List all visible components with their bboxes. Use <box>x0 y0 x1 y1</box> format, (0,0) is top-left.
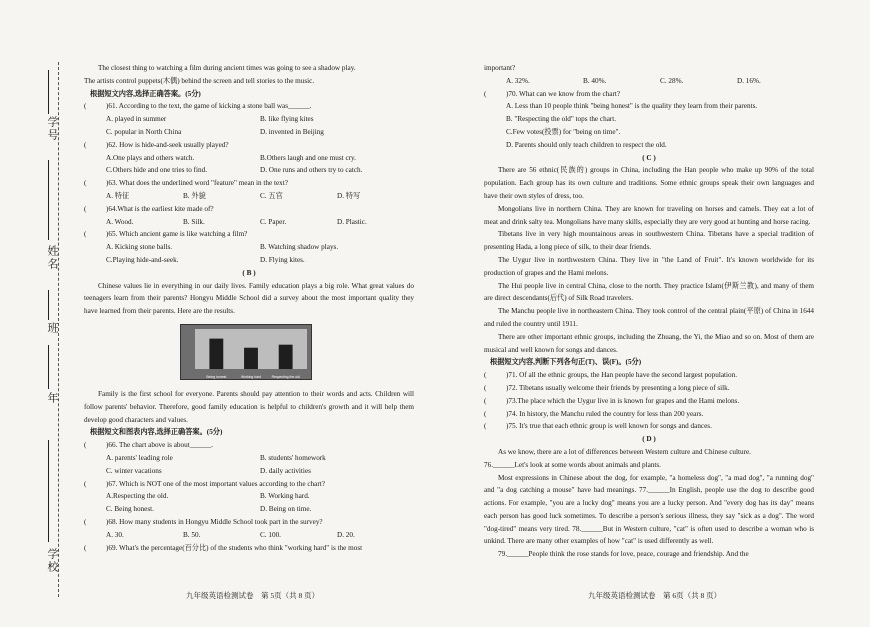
passage-b: Chinese values lie in everything in our daily lives. Family education plays a big role. What great values do teenagers learn from their parents? Hongyu Middle School did a survey about the most important quality they have learned from their parents. Here are the results. <box>84 281 414 316</box>
intro-line-1: The closest thing to watching a film during ancient times was going to see a shadow play. <box>98 64 356 72</box>
part-a-question <box>84 139 414 152</box>
option: C.Others hide and one tries to find. <box>106 166 208 175</box>
passage-c-paragraph: The Uygur live in northwestern China. They live in "the Land of Fruit". It's known worldwide for its production of grapes and the Hami melons. <box>484 255 814 277</box>
option: B. Working hard. <box>260 492 310 501</box>
option: D. Parents should only teach children to respect the old. <box>506 140 667 149</box>
question-text: )67. Which is NOT one of the most important values according to the chart? <box>106 479 325 488</box>
option: D. invented in Beijing <box>260 127 324 136</box>
option: B. Watching shadow plays. <box>260 243 339 252</box>
question-text: )70. What can we know from the chart? <box>506 89 621 98</box>
option: C. 100. <box>260 530 281 539</box>
option: D. daily activities <box>260 466 311 475</box>
question-text: )68. How many students in Hongyu Middle School took part in the survey? <box>106 517 323 526</box>
chart-category-label: Being honest <box>206 374 227 379</box>
option: A. parents' leading role <box>106 453 173 462</box>
part-a-question <box>84 100 414 113</box>
answer-paren: ( <box>84 441 87 450</box>
survey-chart-svg <box>181 325 313 381</box>
option: A. Kicking stone balls. <box>106 243 173 252</box>
right-footer: 九年级英语检测试卷 第 6页（共 8 页） <box>588 591 722 600</box>
class-label: 班 <box>46 322 58 335</box>
intro-line-2: The artists control puppets(木偶) behind the screen and tell stories to the music. <box>84 76 315 85</box>
option: D. 特写 <box>337 191 361 200</box>
answer-paren: ( <box>84 517 87 526</box>
answer-paren: ( <box>484 383 487 392</box>
option: A. 特征 <box>106 191 130 200</box>
tf-text: )71. Of all the ethnic groups, the Han people have the second largest population. <box>506 371 737 380</box>
answer-paren: ( <box>84 479 87 488</box>
part-a-question <box>84 203 414 216</box>
option: C. Paper. <box>260 217 287 226</box>
instruction-a: 根据短文内容,选择正确答案。(5分) <box>90 89 201 98</box>
left-column <box>84 62 414 554</box>
chart-bar <box>279 345 293 369</box>
question-text: )62. How is hide-and-seek usually played? <box>106 140 229 149</box>
school-label: 学校 <box>46 548 58 574</box>
option: A. played in summer <box>106 115 167 124</box>
tf-question <box>484 408 814 421</box>
option: B. 50. <box>183 530 201 539</box>
option: C. Being honest. <box>106 505 154 514</box>
option: B. Silk. <box>183 217 205 226</box>
option: D. Being on time. <box>260 505 312 514</box>
answer-paren: ( <box>484 89 487 98</box>
tf-text: )75. It's true that each ethnic group is well known for songs and dances. <box>506 422 712 431</box>
grade-blank <box>48 345 49 389</box>
option-grid <box>84 152 414 178</box>
survey-chart <box>180 324 312 380</box>
class-blank <box>48 290 49 320</box>
option: C. winter vacations <box>106 466 162 475</box>
answer-paren: ( <box>484 409 487 418</box>
passage-c-paragraph: The Hui people live in central China, close to the north. They practice Islam(伊斯兰教), and many of them are direct descendants(后代) of Silk Road travelers. <box>484 281 814 303</box>
option: A.Respecting the old. <box>106 492 169 501</box>
option: C.Few votes(投票) for "being on time". <box>506 127 621 136</box>
name-blank <box>48 160 49 240</box>
passage-c-paragraph: Mongolians live in northern China. They are known for traveling on horses and camels. They eat a lot of meat and drink salty tea. Mongolians have many skills, especially they are very good at hunting and horse racing. <box>484 204 814 226</box>
answer-paren: ( <box>84 140 87 149</box>
passage-d-1: As we know, there are a lot of differences between Western culture and Chinese culture. <box>498 447 751 456</box>
instruction-b: 根据短文和图表内容,选择正确答案。(5分) <box>90 428 223 437</box>
section-c-heading: ( C ) <box>642 153 656 162</box>
option: D. Plastic. <box>337 217 367 226</box>
part-a-question <box>84 228 414 241</box>
passage-c-paragraph: There are 56 ethnic(民族的) groups in China, including the Han people who make up 90% of the total population. Each group has its own culture and traditions. Some ethnic groups speak their own languages and have their own styles of dress, too. <box>484 166 814 200</box>
student-id-label: 学号 <box>46 116 58 142</box>
tf-text: )72. Tibetans usually welcome their friends by presenting a long piece of silk. <box>506 383 730 392</box>
name-label: 姓名 <box>46 245 58 271</box>
question-text: )69. What's the percentage(百分比) of the students who think "working hard" is the most <box>106 543 363 552</box>
question-text: )65. Which ancient game is like watching a film? <box>106 230 248 239</box>
part-b-question <box>84 478 414 491</box>
section-d-heading: ( D ) <box>642 435 656 444</box>
option-grid <box>84 241 414 267</box>
option: A.One plays and others watch. <box>106 153 195 162</box>
part-b-question <box>84 516 414 529</box>
q69-continued: important? <box>484 64 516 72</box>
tf-text: )74. In history, the Manchu ruled the country for less than 200 years. <box>506 409 704 418</box>
answer-paren: ( <box>484 422 487 431</box>
answer-paren: ( <box>84 543 87 552</box>
instruction-c: 根据短文内容,判断下列各句正(T)、误(F)。(5分) <box>490 358 642 367</box>
part-a-question <box>84 177 414 190</box>
option: B. 40%. <box>583 76 607 85</box>
option: D. 20. <box>337 530 355 539</box>
option: A. 32%. <box>506 76 530 85</box>
part-b-question <box>484 88 814 101</box>
option: C. popular in North China <box>106 127 182 136</box>
question-text: )61. According to the text, the game of kicking a stone ball was______. <box>106 102 312 111</box>
grade-label: 年 <box>46 392 58 405</box>
option: A. 30. <box>106 530 124 539</box>
answer-paren: ( <box>84 102 87 111</box>
question-text: )64.What is the earliest kite made of? <box>106 204 214 213</box>
answer-paren: ( <box>84 204 87 213</box>
tf-question <box>484 395 814 408</box>
tf-text: )73.The place which the Uygur live in is known for grapes and the Hami melons. <box>506 396 740 405</box>
question-text: )66. The chart above is about______. <box>106 441 214 450</box>
part-b-question <box>84 542 414 555</box>
question-text: )63. What does the underlined word "feature" mean in the text? <box>106 179 288 188</box>
passage-c-paragraph: There are other important ethnic groups, including the Zhuang, the Yi, the Miao and so on. Most of them are musical and well known for songs and dances. <box>484 332 814 354</box>
chart-category-label: Respecting the old <box>271 374 300 379</box>
answer-paren: ( <box>484 371 487 380</box>
option: C. 五官 <box>260 191 283 200</box>
option: A. Wood. <box>106 217 134 226</box>
tf-question <box>484 369 814 382</box>
passage-d-4: 79.______People think the rose stands for love, peace, courage and friendship. And the <box>498 550 749 559</box>
option-grid <box>84 190 414 203</box>
student-id-blank <box>48 70 49 114</box>
option: A. Less than 10 people think "being honest" is the quality they learn from their parents. <box>506 102 758 111</box>
chart-bar <box>209 339 223 369</box>
left-footer: 九年级英语检测试卷 第 5页（共 8 页） <box>186 591 320 600</box>
answer-paren: ( <box>84 230 87 239</box>
section-b-heading: ( B ) <box>242 268 256 277</box>
option: B. 外貌 <box>183 191 206 200</box>
option: D. One runs and others try to catch. <box>260 166 363 175</box>
answer-paren: ( <box>84 179 87 188</box>
option: C.Playing hide-and-seek. <box>106 255 179 264</box>
school-blank <box>48 440 49 542</box>
option: B. students' homework <box>260 453 326 462</box>
passage-b2: Family is the first school for everyone. Parents should pay attention to their words and acts. Children will follow parents' behavior. Therefore, good family education is helpful to children's growth and it will help them develop good characters and values. <box>84 389 414 424</box>
option-grid <box>84 452 414 478</box>
tf-question <box>484 382 814 395</box>
passage-d-2: 76.______Let's look at some words about animals and plants. <box>484 460 661 469</box>
option: B. like flying kites <box>260 115 314 124</box>
right-column <box>484 62 814 561</box>
tf-question <box>484 420 814 433</box>
part-b-question <box>84 439 414 452</box>
option: D. Flying kites. <box>260 255 305 264</box>
passage-c-paragraph: The Manchu people live in northeastern China. They took control of the central plain(平原) of China in 1644 and ruled the country until 1911. <box>484 307 814 328</box>
option: C. 28%. <box>660 76 684 85</box>
option: B. "Respecting the old" tops the chart. <box>506 115 617 124</box>
chart-category-label: Working hard <box>240 374 262 379</box>
option-grid <box>84 490 414 516</box>
option-grid <box>84 529 414 542</box>
answer-paren: ( <box>484 396 487 405</box>
option-grid <box>84 216 414 229</box>
option: D. 16%. <box>737 76 761 85</box>
passage-d-3: Most expressions in Chinese about the dog, for example, "a homeless dog", "a mad dog", "a running dog" and "a dog catching a mouse" have bad meanings. 77.______In English, people use the dog to describe good actions. For example, "you are a lucky dog" means you are a lucky person. And "every dog has its day" means each person has good luck sometimes. To describe a person's serious illness, they say "sick as a dog". The word "dog-tired" means very tired. 78.______But in Western culture, "cat" is often used to describe a woman who is unkind. There are many other examples of how "cat" is used differently as well. <box>484 473 814 546</box>
option-grid <box>84 113 414 139</box>
chart-bar <box>244 348 258 369</box>
passage-c-paragraph: Tibetans live in very high mountainous areas in southwestern China. Tibetans have a special tradition of presenting Hada, a long piece of silk, to their dear friends. <box>484 230 814 252</box>
option: B.Others laugh and one must cry. <box>260 153 356 162</box>
